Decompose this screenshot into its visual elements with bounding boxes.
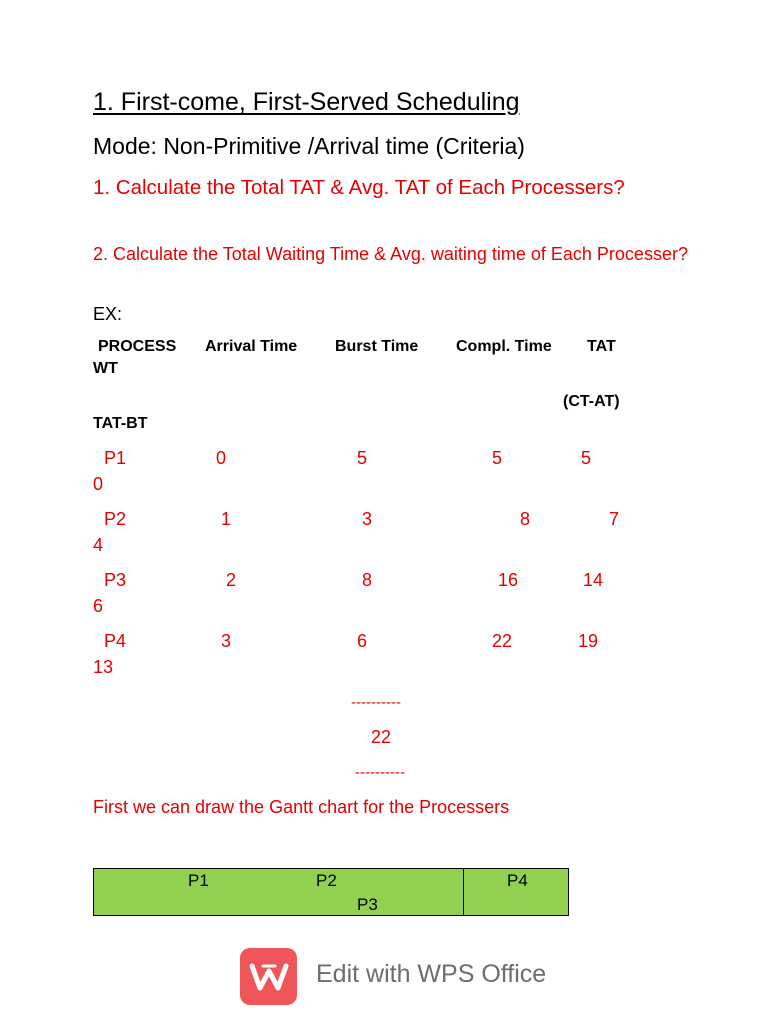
cell-tat: 19 [578,631,599,651]
total-separator-bottom: ---------- [355,764,405,781]
cell-arrival: 2 [226,570,237,590]
cell-wt: 13 [93,657,114,677]
header-wt: WT [93,360,118,377]
cell-burst: 6 [357,631,368,651]
gantt-divider [463,869,464,915]
cell-completion: 5 [492,448,503,468]
header-tat: TAT [587,338,616,355]
cell-wt: 6 [93,596,104,616]
total-value: 22 [371,727,392,747]
cell-wt: 0 [93,474,104,494]
cell-burst: 8 [362,570,373,590]
cell-completion: 16 [498,570,519,590]
header-tat-formula: (CT-AT) [563,393,620,410]
example-label: EX: [93,304,123,324]
page-title: 1. First-come, First-Served Scheduling [93,88,520,116]
gantt-chart [93,868,569,916]
gantt-label-p2: P2 [316,871,337,890]
wps-edit-link[interactable]: Edit with WPS Office [316,960,547,988]
total-separator-top: ---------- [351,694,401,711]
cell-process: P1 [104,448,127,468]
gantt-intro: First we can draw the Gantt chart for the Processers [93,797,510,817]
header-arrival: Arrival Time [205,338,298,355]
gantt-label-p4: P4 [507,871,528,890]
cell-tat: 7 [609,509,620,529]
wps-logo-icon[interactable] [240,948,297,1005]
cell-arrival: 3 [221,631,232,651]
gantt-label-p1: P1 [188,871,209,890]
cell-arrival: 0 [216,448,227,468]
cell-wt: 4 [93,535,104,555]
cell-completion: 8 [520,509,531,529]
question-2: 2. Calculate the Total Waiting Time & Avg. waiting time of Each Processer? [93,244,688,264]
cell-completion: 22 [492,631,513,651]
cell-burst: 3 [362,509,373,529]
cell-tat: 14 [583,570,604,590]
header-wt-formula: TAT-BT [93,415,148,432]
header-burst: Burst Time [335,338,419,355]
cell-burst: 5 [357,448,368,468]
gantt-label-p3: P3 [357,895,378,914]
question-1: 1. Calculate the Total TAT & Avg. TAT of Each Processers? [93,176,625,199]
cell-process: P3 [104,570,127,590]
cell-process: P4 [104,631,127,651]
cell-arrival: 1 [221,509,232,529]
mode-line: Mode: Non-Primitive /Arrival time (Criteria) [93,133,525,159]
header-process: PROCESS [98,338,177,355]
cell-tat: 5 [581,448,592,468]
header-completion: Compl. Time [456,338,552,355]
cell-process: P2 [104,509,127,529]
